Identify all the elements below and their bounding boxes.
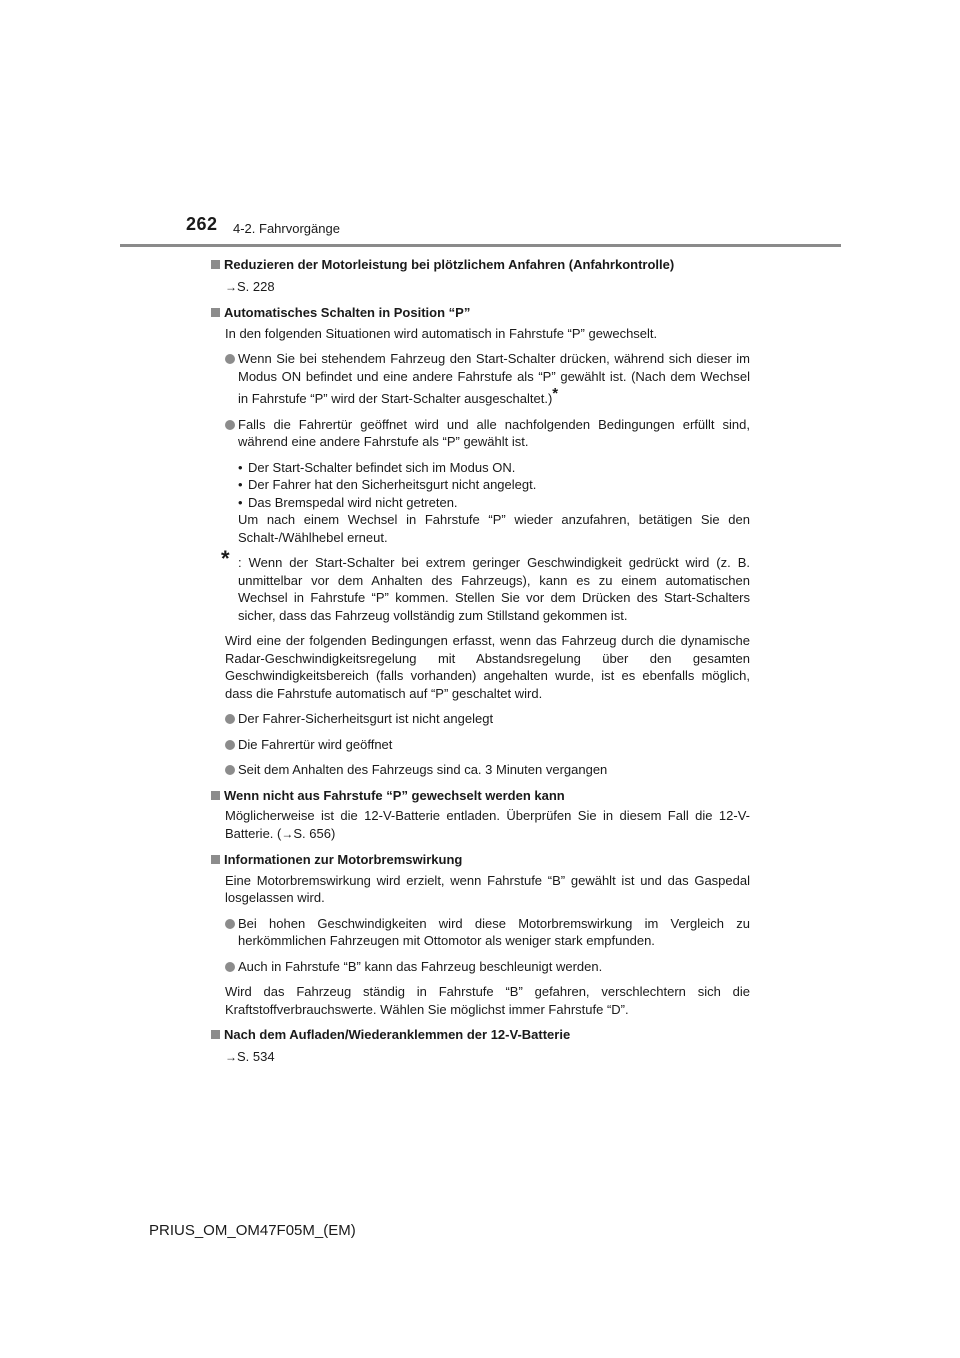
header-divider [120, 244, 841, 247]
heading-start-control [210, 256, 750, 274]
paragraph [210, 807, 750, 843]
note-text: Um nach einem Wechsel in Fahrstufe “P” wieder anzufahren, betätigen Sie den Schalt-/Wählhebel erneut. [238, 512, 750, 545]
page-content [210, 256, 750, 1066]
heading-text: Reduzieren der Motorleistung bei plötzlichem Anfahren (Anfahrkontrolle) [224, 257, 675, 272]
asterisk-icon: * [221, 546, 230, 571]
heading-engine-brake [210, 851, 750, 869]
circle-bullet-icon [225, 962, 235, 972]
dot-icon: • [238, 459, 243, 475]
reference-text: S. 534 [237, 1048, 275, 1064]
list-item [238, 476, 750, 494]
bullet-text: Falls die Fahrertür geöffnet wird und alle nachfolgenden Bedingungen erfüllt sind, während eine andere Fahrstufe als “P” gewählt ist. [238, 416, 750, 449]
list-item-text: Der Fahrer hat den Sicherheitsgurt nicht angelegt. [248, 477, 537, 492]
paragraph: Eine Motorbremswirkung wird erzielt, wenn Fahrstufe “B” gewählt ist und das Gaspedal losgelassen wird. [225, 872, 750, 905]
section-title: 4-2. Fahrvorgänge [233, 221, 340, 236]
reference-text: S. 228 [237, 278, 275, 294]
page-reference[interactable] [210, 1048, 750, 1067]
bullet-item [210, 350, 750, 408]
heading-auto-p [210, 304, 750, 322]
bullet-text: Wenn Sie bei stehendem Fahrzeug den Start-Schalter drücken, während sich dieser im Modus ON befindet und eine andere Fahrstufe als “P” gewählt ist. (Nach dem Wechsel in Fahrstufe “P” wird der Start-Schalter ausgeschaltet.) [238, 351, 750, 406]
paragraph: Wird eine der folgenden Bedingungen erfasst, wenn das Fahrzeug durch die dynamische Radar-Geschwindigkeitsregelung mit Abstandsregelung über den gesamten Geschwindigkeitsbereich (falls vorhanden) angehalten wurde, ist es ebenfalls möglich, dass die Fahrstufe automatisch auf “P” geschaltet wird. [225, 633, 750, 701]
list-item [238, 459, 750, 477]
condition-list [210, 459, 750, 512]
list-item-text: Der Start-Schalter befindet sich im Modus ON. [248, 459, 516, 475]
heading-text: Informationen zur Motorbremswirkung [224, 852, 463, 867]
arrow-icon: → [225, 1049, 237, 1064]
heading-text: Nach dem Aufladen/Wiederanklemmen der 12-V-Batterie [224, 1027, 571, 1042]
dot-icon: • [238, 494, 243, 510]
heading-text: Wenn nicht aus Fahrstufe “P” gewechselt werden kann [224, 787, 565, 803]
bullet-text: Seit dem Anhalten des Fahrzeugs sind ca. 3 Minuten vergangen [238, 762, 608, 777]
bullet-item [210, 736, 750, 754]
circle-bullet-icon [225, 740, 235, 750]
heading-text: Automatisches Schalten in Position “P” [224, 305, 471, 320]
arrow-icon: → [281, 826, 294, 841]
bullet-text: Bei hohen Geschwindigkeiten wird diese Motorbremswirkung im Vergleich zu herkömmlichen Fahrzeugen mit Ottomotor als weniger stark empfunden. [238, 915, 750, 948]
bullet-text: Der Fahrer-Sicherheitsgurt ist nicht angelegt [238, 711, 494, 726]
dot-icon: • [238, 477, 243, 492]
list-item [238, 494, 750, 512]
square-bullet-icon [211, 855, 220, 864]
footnote-text: : Wenn der Start-Schalter bei extrem geringer Geschwindigkeit gedrückt wird (z. B. unmittelbar vor dem Anhalten des Fahrzeugs), kann es zu einem automatischen Wechsel in Fahrstufe “P” kommen. Stellen Sie vor dem Drücken des Start-Schalters sicher, dass das Fahrzeug vollständig zum Stillstand gekommen ist. [238, 555, 750, 623]
list-item-text: Das Bremspedal wird nicht getreten. [248, 494, 458, 510]
circle-bullet-icon [225, 714, 235, 724]
reference-text[interactable]: S. 656) [293, 825, 336, 841]
circle-bullet-icon [225, 354, 235, 364]
arrow-icon: → [225, 279, 237, 294]
bullet-item [210, 958, 750, 976]
paragraph: In den folgenden Situationen wird automatisch in Fahrstufe “P” gewechselt. [225, 325, 658, 341]
document-code: PRIUS_OM_OM47F05M_(EM) [149, 1222, 356, 1239]
paragraph: Wird das Fahrzeug ständig in Fahrstufe “B” gefahren, verschlechtern sich die Kraftstoffverbrauchswerte. Wählen Sie möglichst immer Fahrstufe “D”. [225, 984, 750, 1017]
heading-cannot-shift [210, 787, 750, 805]
bullet-item [210, 915, 750, 950]
circle-bullet-icon [225, 420, 235, 430]
paragraph-text: Möglicherweise ist die 12-V-Batterie entladen. Überprüfen Sie in diesem Fall die 12-V-Batterie. ( [225, 808, 750, 841]
footnote [210, 546, 750, 624]
page-number: 262 [186, 214, 218, 234]
circle-bullet-icon [225, 919, 235, 929]
bullet-item [210, 710, 750, 728]
page-reference[interactable] [210, 278, 750, 297]
bullet-text: Die Fahrertür wird geöffnet [238, 736, 393, 752]
bullet-item [210, 416, 750, 451]
asterisk-icon: * [552, 385, 559, 402]
bullet-text: Auch in Fahrstufe “B” kann das Fahrzeug beschleunigt werden. [238, 958, 603, 974]
circle-bullet-icon [225, 765, 235, 775]
square-bullet-icon [211, 791, 220, 800]
square-bullet-icon [211, 308, 220, 317]
bullet-item [210, 761, 750, 779]
square-bullet-icon [211, 260, 220, 269]
heading-battery [210, 1026, 750, 1044]
square-bullet-icon [211, 1030, 220, 1039]
